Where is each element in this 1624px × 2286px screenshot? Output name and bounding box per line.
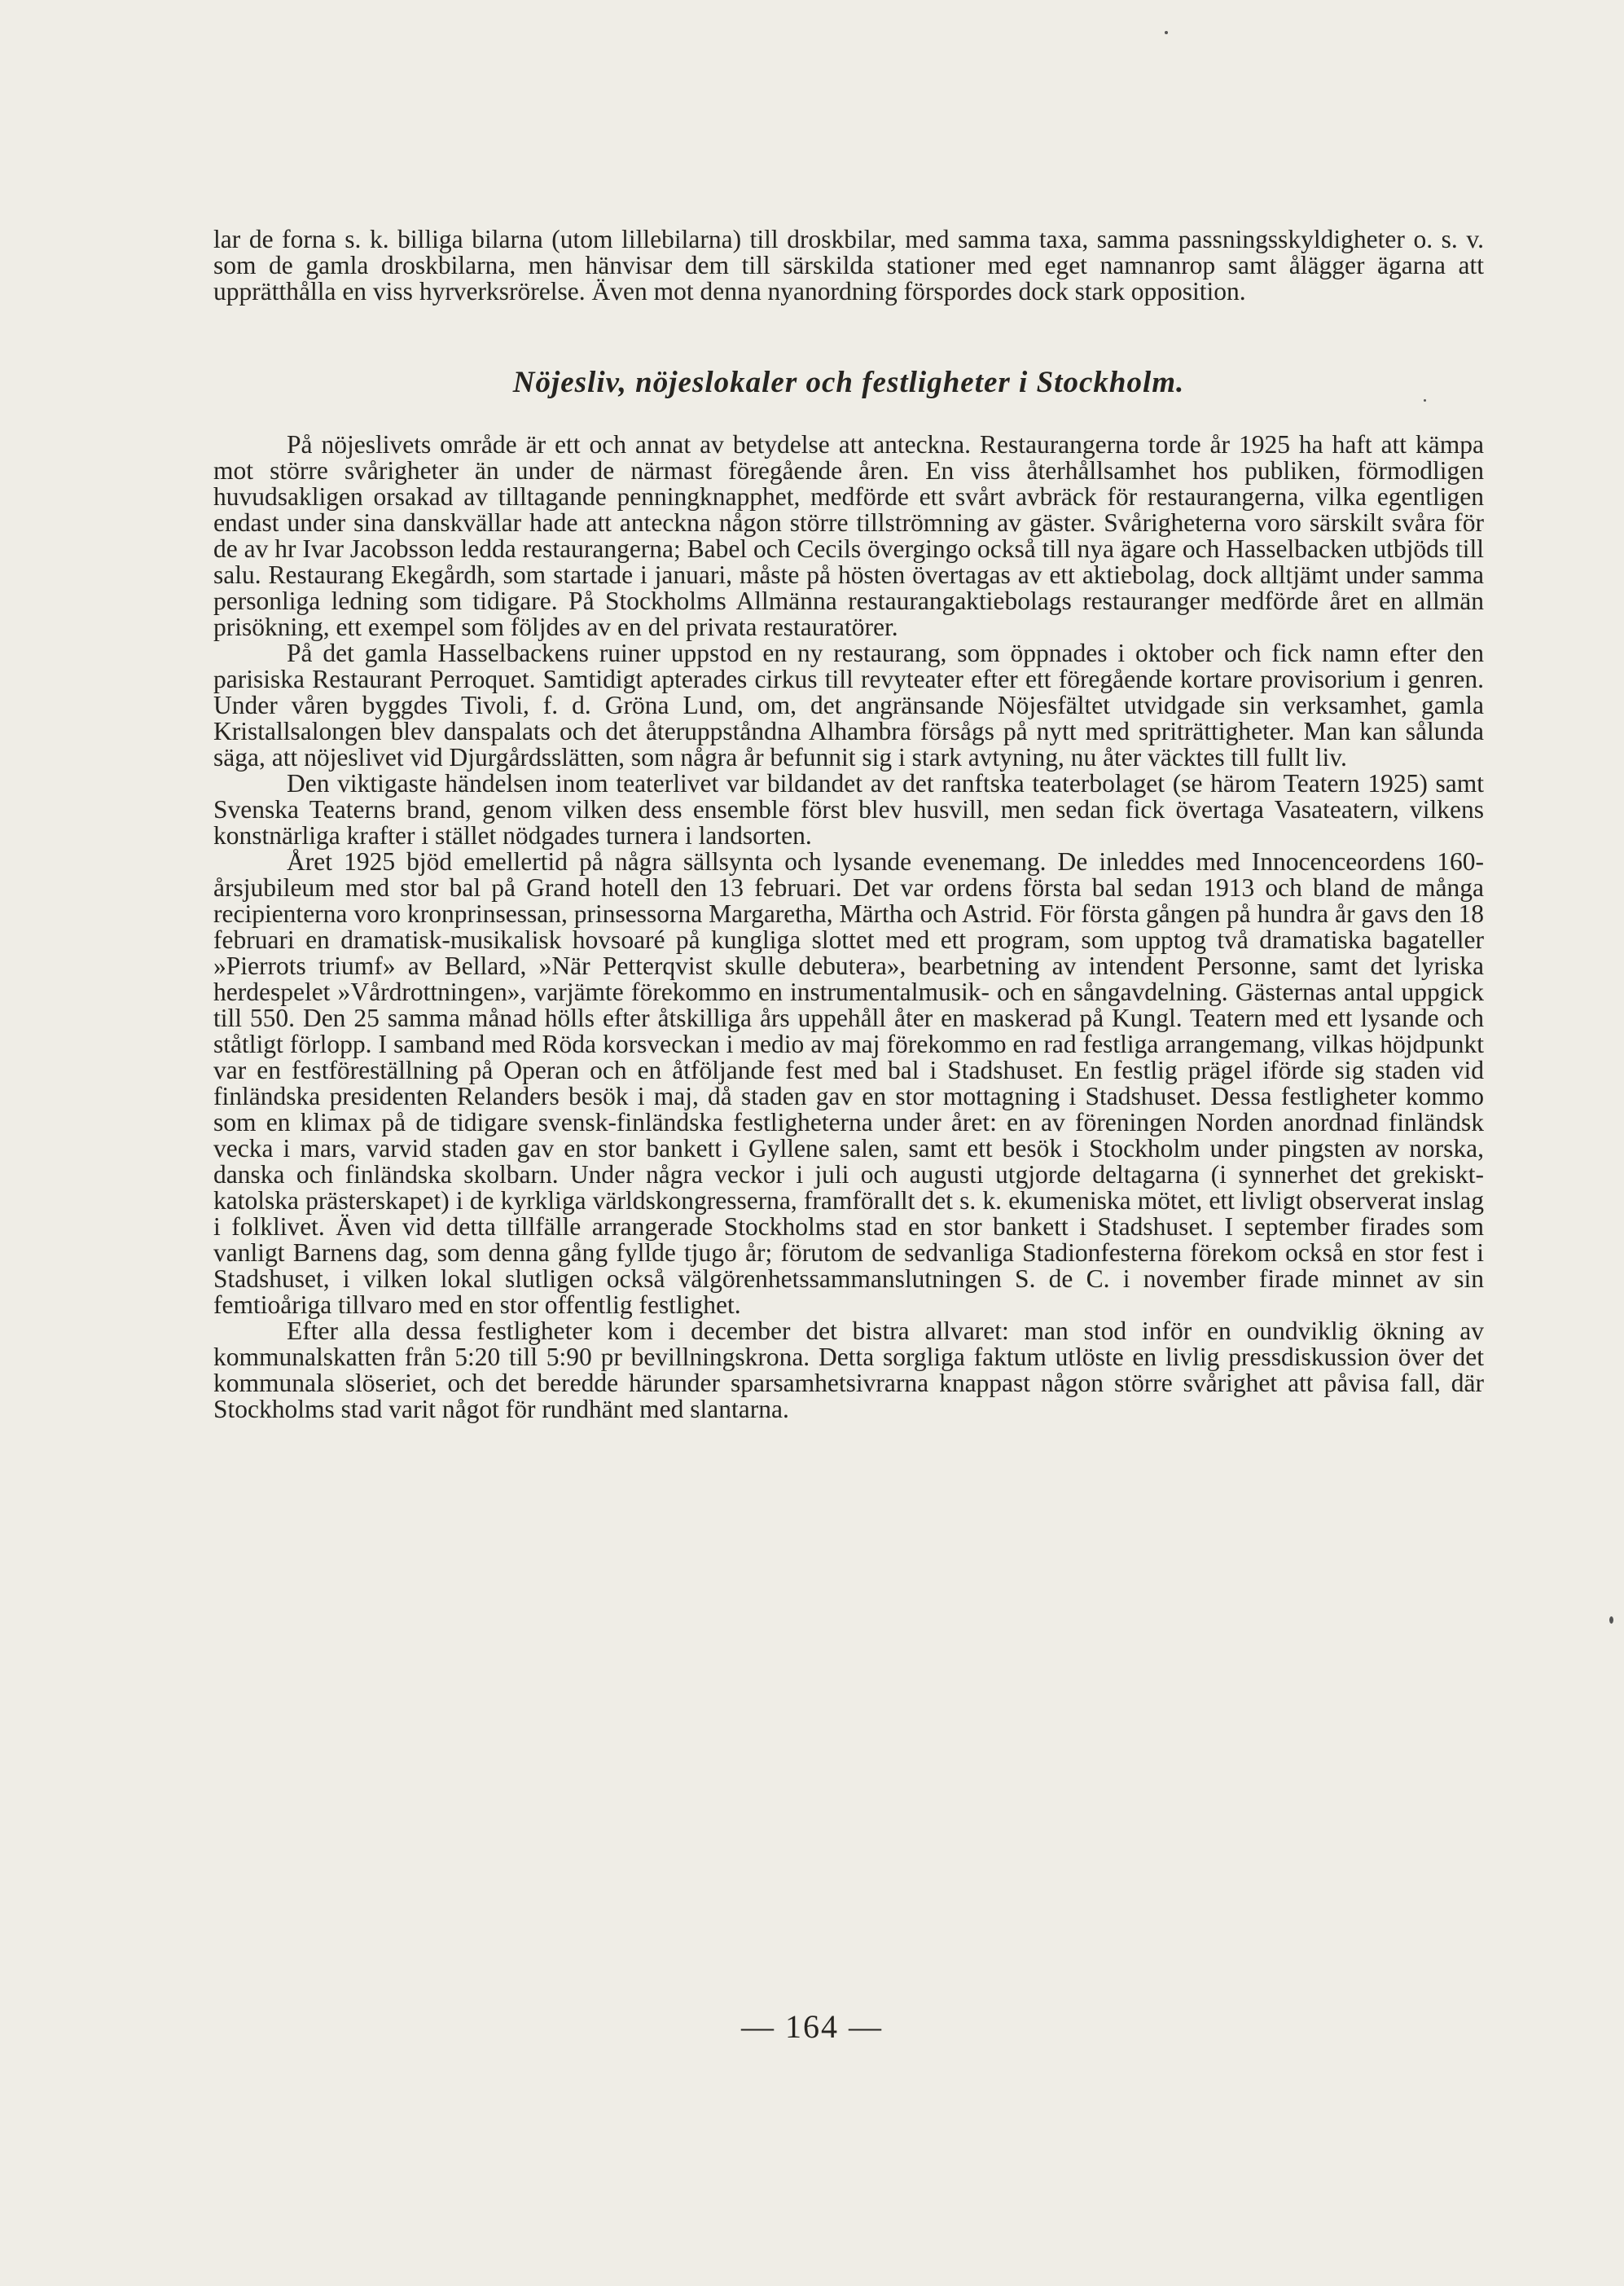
paragraph-theatre: Den viktigaste händelsen inom teaterlivet var bildandet av det ranftska teaterbolaget (se härom Teatern 1925) samt Svenska Teaterns brand, genom vilken dess ensemble först blev husvill, men sedan fick övertaga Vasateatern, vilkens konstnärliga krafter i stället nödgades turnera i landsorten. xyxy=(213,769,1484,850)
paragraph-december: Efter alla dessa festligheter kom i december det bistra allvaret: man stod inför en oundviklig ökning av kommunalskatten från 5:20 till 5:90 pr bevillningskrona. Detta sorgliga faktum utlöste en livlig pressdiskussion över det kommunala slöseriet, och det beredde härunder sparsamhetsivrarna knappast någon större svårighet att påvisa fall, där Stockholms stad varit något för rundhänt med slantarna. xyxy=(213,1317,1484,1423)
scan-speck-right xyxy=(1609,1616,1613,1624)
page-number: — 164 — xyxy=(741,2008,883,2045)
scan-speck-mid xyxy=(1424,399,1426,402)
paragraph-events-1925: Året 1925 bjöd emellertid på några sällsynta och lysande evenemang. De inleddes med Innocenceordens 160-årsjubileum med stor bal på Grand hotell den 13 februari. Det var ordens första bal sedan 1913 och bland de många recipienterna voro kronprinsessan, prinsessorna Margaretha, Märtha och Astrid. För första gången på hundra år gavs den 18 februari en dramatisk-musikalisk hovsoaré på kungliga slottet med ett program, som upptog två dramatiska bagateller »Pierrots triumf» av Bellard, »När Petterqvist skulle debutera», bearbetning av intendent Personne, samt det lyriska herdespelet »Vårdrottningen», varjämte förekommo en instrumentalmusik- och en sångavdelning. Gästernas antal uppgick till 550. Den 25 samma månad hölls efter åtskilliga års uppehåll åter en maskerad på Kungl. Teatern med ett lysande och ståtligt förlopp. I samband med Röda korsveckan i medio av maj förekommo en rad festliga arrangemang, vilkas höjdpunkt var en festföreställning på Operan och en åtföljande fest med bal i Stadshuset. En festlig prägel iförde sig staden vid finländska presidenten Relanders besök i maj, då staden gav en stor mottagning i Stadshuset. Dessa festligheter kommo som en klimax på de tidigare svensk-finländska festligheterna under året: en av föreningen Norden anordnad finländsk vecka i mars, varvid staden gav en stor bankett i Gyllene salen, samt ett besök i Stockholm under pingsten av norska, danska och finländska skolbarn. Under några veckor i juli och augusti utgjorde deltagarna (i synnerhet det grekiskt-katolska prästerskapet) i de kyrkliga världskongresserna, framförallt det s. k. ekumeniska mötet, ett livligt observerat inslag i folklivet. Även vid detta tillfälle arrangerade Stockholms stad en stor bankett i Stadshuset. I september firades som vanligt Barnens dag, som denna gång fyllde tjugo år; förutom de sedvanliga Stadionfesterna förekom också en stor fest i Stadshuset, i vilken lokal slutligen också välgörenhetssammanslutningen S. de C. i november firade minnet av sin femtioåriga tillvaro med en stor offentlig festlighet. xyxy=(213,847,1484,1319)
paragraph-restaurants: På nöjeslivets område är ett och annat av betydelse att anteckna. Restaurangerna torde år 1925 ha haft att kämpa mot större svårigheter än under de närmast föregående åren. En viss återhållsamhet hos publiken, förmodligen huvudsakligen orsakad av tilltagande penningknapphet, medförde ett svårt avbräck för restaurangerna, vilka egentligen endast under sina danskvällar hade att anteckna någon större tillströmning av gäster. Svårigheterna voro särskilt svåra för de av hr Ivar Jacobsson ledda restaurangerna; Babel och Cecils övergingo också till nya ägare och Hasselbacken utbjöds till salu. Restaurang Ekegårdh, som startade i januari, måste på hösten övertagas av ett aktiebolag, dock alltjämt under samma personliga ledning som tidigare. På Stockholms Allmänna restaurangaktiebolags restauranger medförde året en allmän prisökning, ett exempel som följdes av en del privata restauratörer. xyxy=(213,430,1484,641)
section-heading: Nöjesliv, nöjeslokaler och festligheter i Stockholm. xyxy=(512,366,1185,399)
paragraph-hasselbacken: På det gamla Hasselbackens ruiner uppstod en ny restaurang, som öppnades i oktober och fick namn efter den parisiska Restaurant Perroquet. Samtidigt apterades cirkus till revyteater efter ett föregående kortare provisorium i genren. Under våren byggdes Tivoli, f. d. Gröna Lund, om, det angränsande Nöjesfältet utvidgade sin verksamhet, gamla Kristallsalongen blev danspalats och det återuppståndna Alhambra försågs på nytt med spriträttigheter. Man kan sålunda säga, att nöjeslivet vid Djurgårdsslätten, som några år befunnit sig i stark avtyning, nu åter väcktes till fullt liv. xyxy=(213,639,1484,772)
intro-paragraph: lar de forna s. k. billiga bilarna (utom lillebilarna) till droskbilar, med samma taxa, samma passningsskyldigheter o. s. v. som de gamla droskbilarna, men hänvisar dem till särskilda stationer med eget namnanrop samt ålägger ägarna att upprätthålla en viss hyrverksrörelse. Även mot denna nyanordning förspordes dock stark opposition. xyxy=(213,225,1484,306)
scan-speck-top xyxy=(1165,31,1168,34)
text-column xyxy=(213,226,1484,1422)
